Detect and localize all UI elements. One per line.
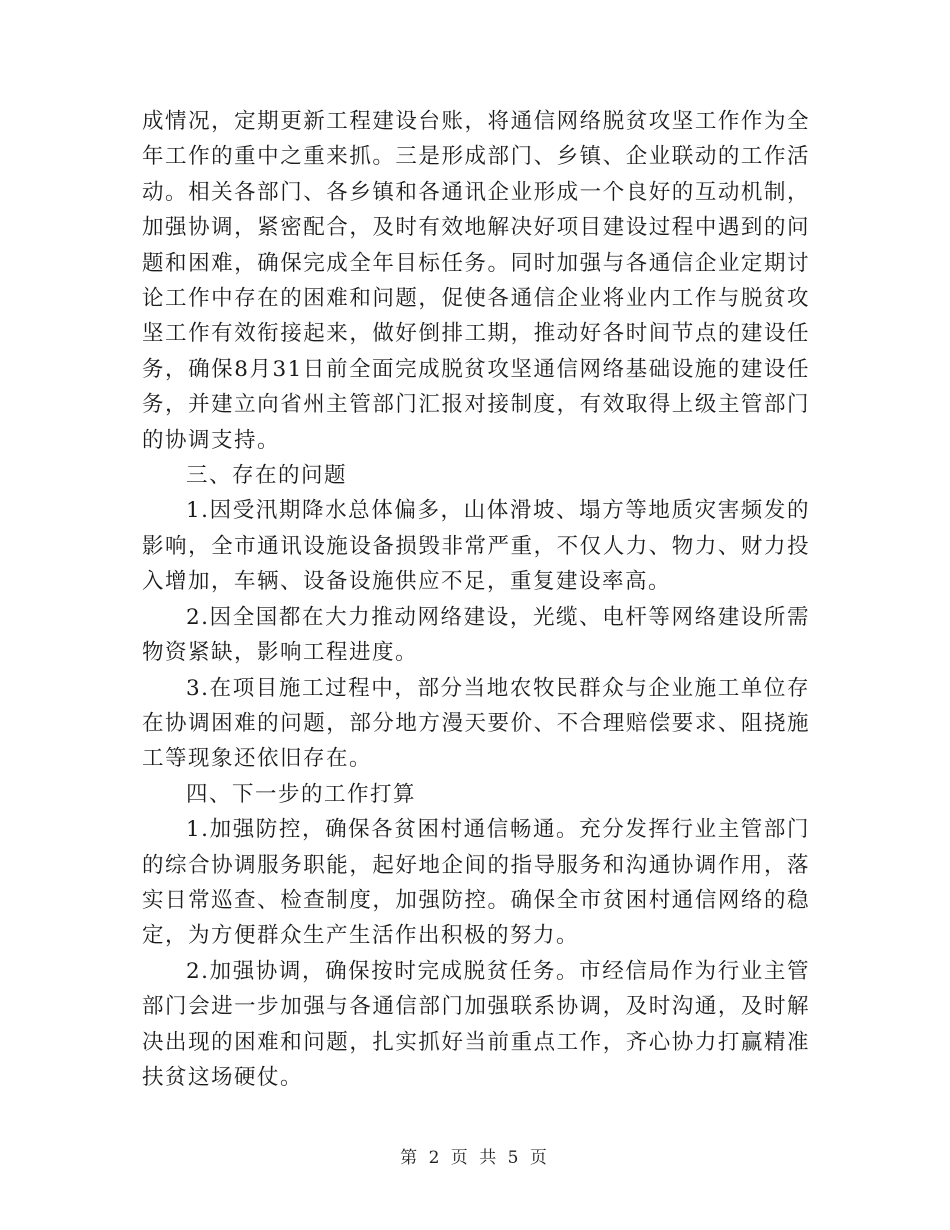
section-heading-next-steps: 四、下一步的工作打算 [186, 781, 417, 807]
paragraph-continuation: 成情况，定期更新工程建设台账，将通信网络脱贫攻坚工作作为全年工作的重中之重来抓。三是形成部门、乡镇、企业联动的工作活动。相关各部门、各乡镇和各通讯企业形成一个良好的互动机制，加强协调，紧密配合，及时有效地解决好项目建设过程中遇到的问题和困难，确保完成全年目标任务。同时加强与各通信企业定期讨论工作中存在的困难和问题，促使各通信企业将业内工作与脱贫攻坚工作有效衔接起来，做好倒排工期，推动好各时间节点的建设任务，确保8月31日前全面完成脱贫攻坚通信网络基础设施的建设任务，并建立向省州主管部门汇报对接制度，有效取得上级主管部门的协调支持。 [142, 109, 810, 453]
paragraph-plan-1: 1.加强防控，确保各贫困村通信畅通。充分发挥行业主管部门的综合协调服务职能，起好地企间的指导服务和沟通协调作用，落实日常巡查、检查制度，加强防控。确保全市贫困村通信网络的稳定，为方便群众生产生活作出积极的努力。 [142, 817, 810, 949]
document-body [142, 104, 810, 1095]
paragraph-problem-3: 3.在项目施工过程中，部分当地农牧民群众与企业施工单位存在协调困难的问题，部分地方漫天要价、不合理赔偿要求、阻挠施工等现象还依旧存在。 [142, 675, 810, 772]
paragraph-plan-2: 2.加强协调，确保按时完成脱贫任务。市经信局作为行业主管部门会进一步加强与各通信部门加强联系协调，及时沟通，及时解决出现的困难和问题，扎实抓好当前重点工作，齐心协力打赢精准扶贫这场硬仗。 [142, 958, 810, 1090]
section-heading-problems: 三、存在的问题 [186, 463, 348, 489]
paragraph-problem-1: 1.因受汛期降水总体偏多，山体滑坡、塌方等地质灾害频发的影响，全市通讯设施设备损毁非常严重，不仅人力、物力、财力投入增加，车辆、设备设施供应不足，重复建设率高。 [142, 498, 810, 595]
page-number-footer: 第 2 页 共 5 页 [400, 1148, 550, 1168]
paragraph-problem-2: 2.因全国都在大力推动网络建设，光缆、电杆等网络建设所需物资紧缺，影响工程进度。 [142, 604, 810, 666]
